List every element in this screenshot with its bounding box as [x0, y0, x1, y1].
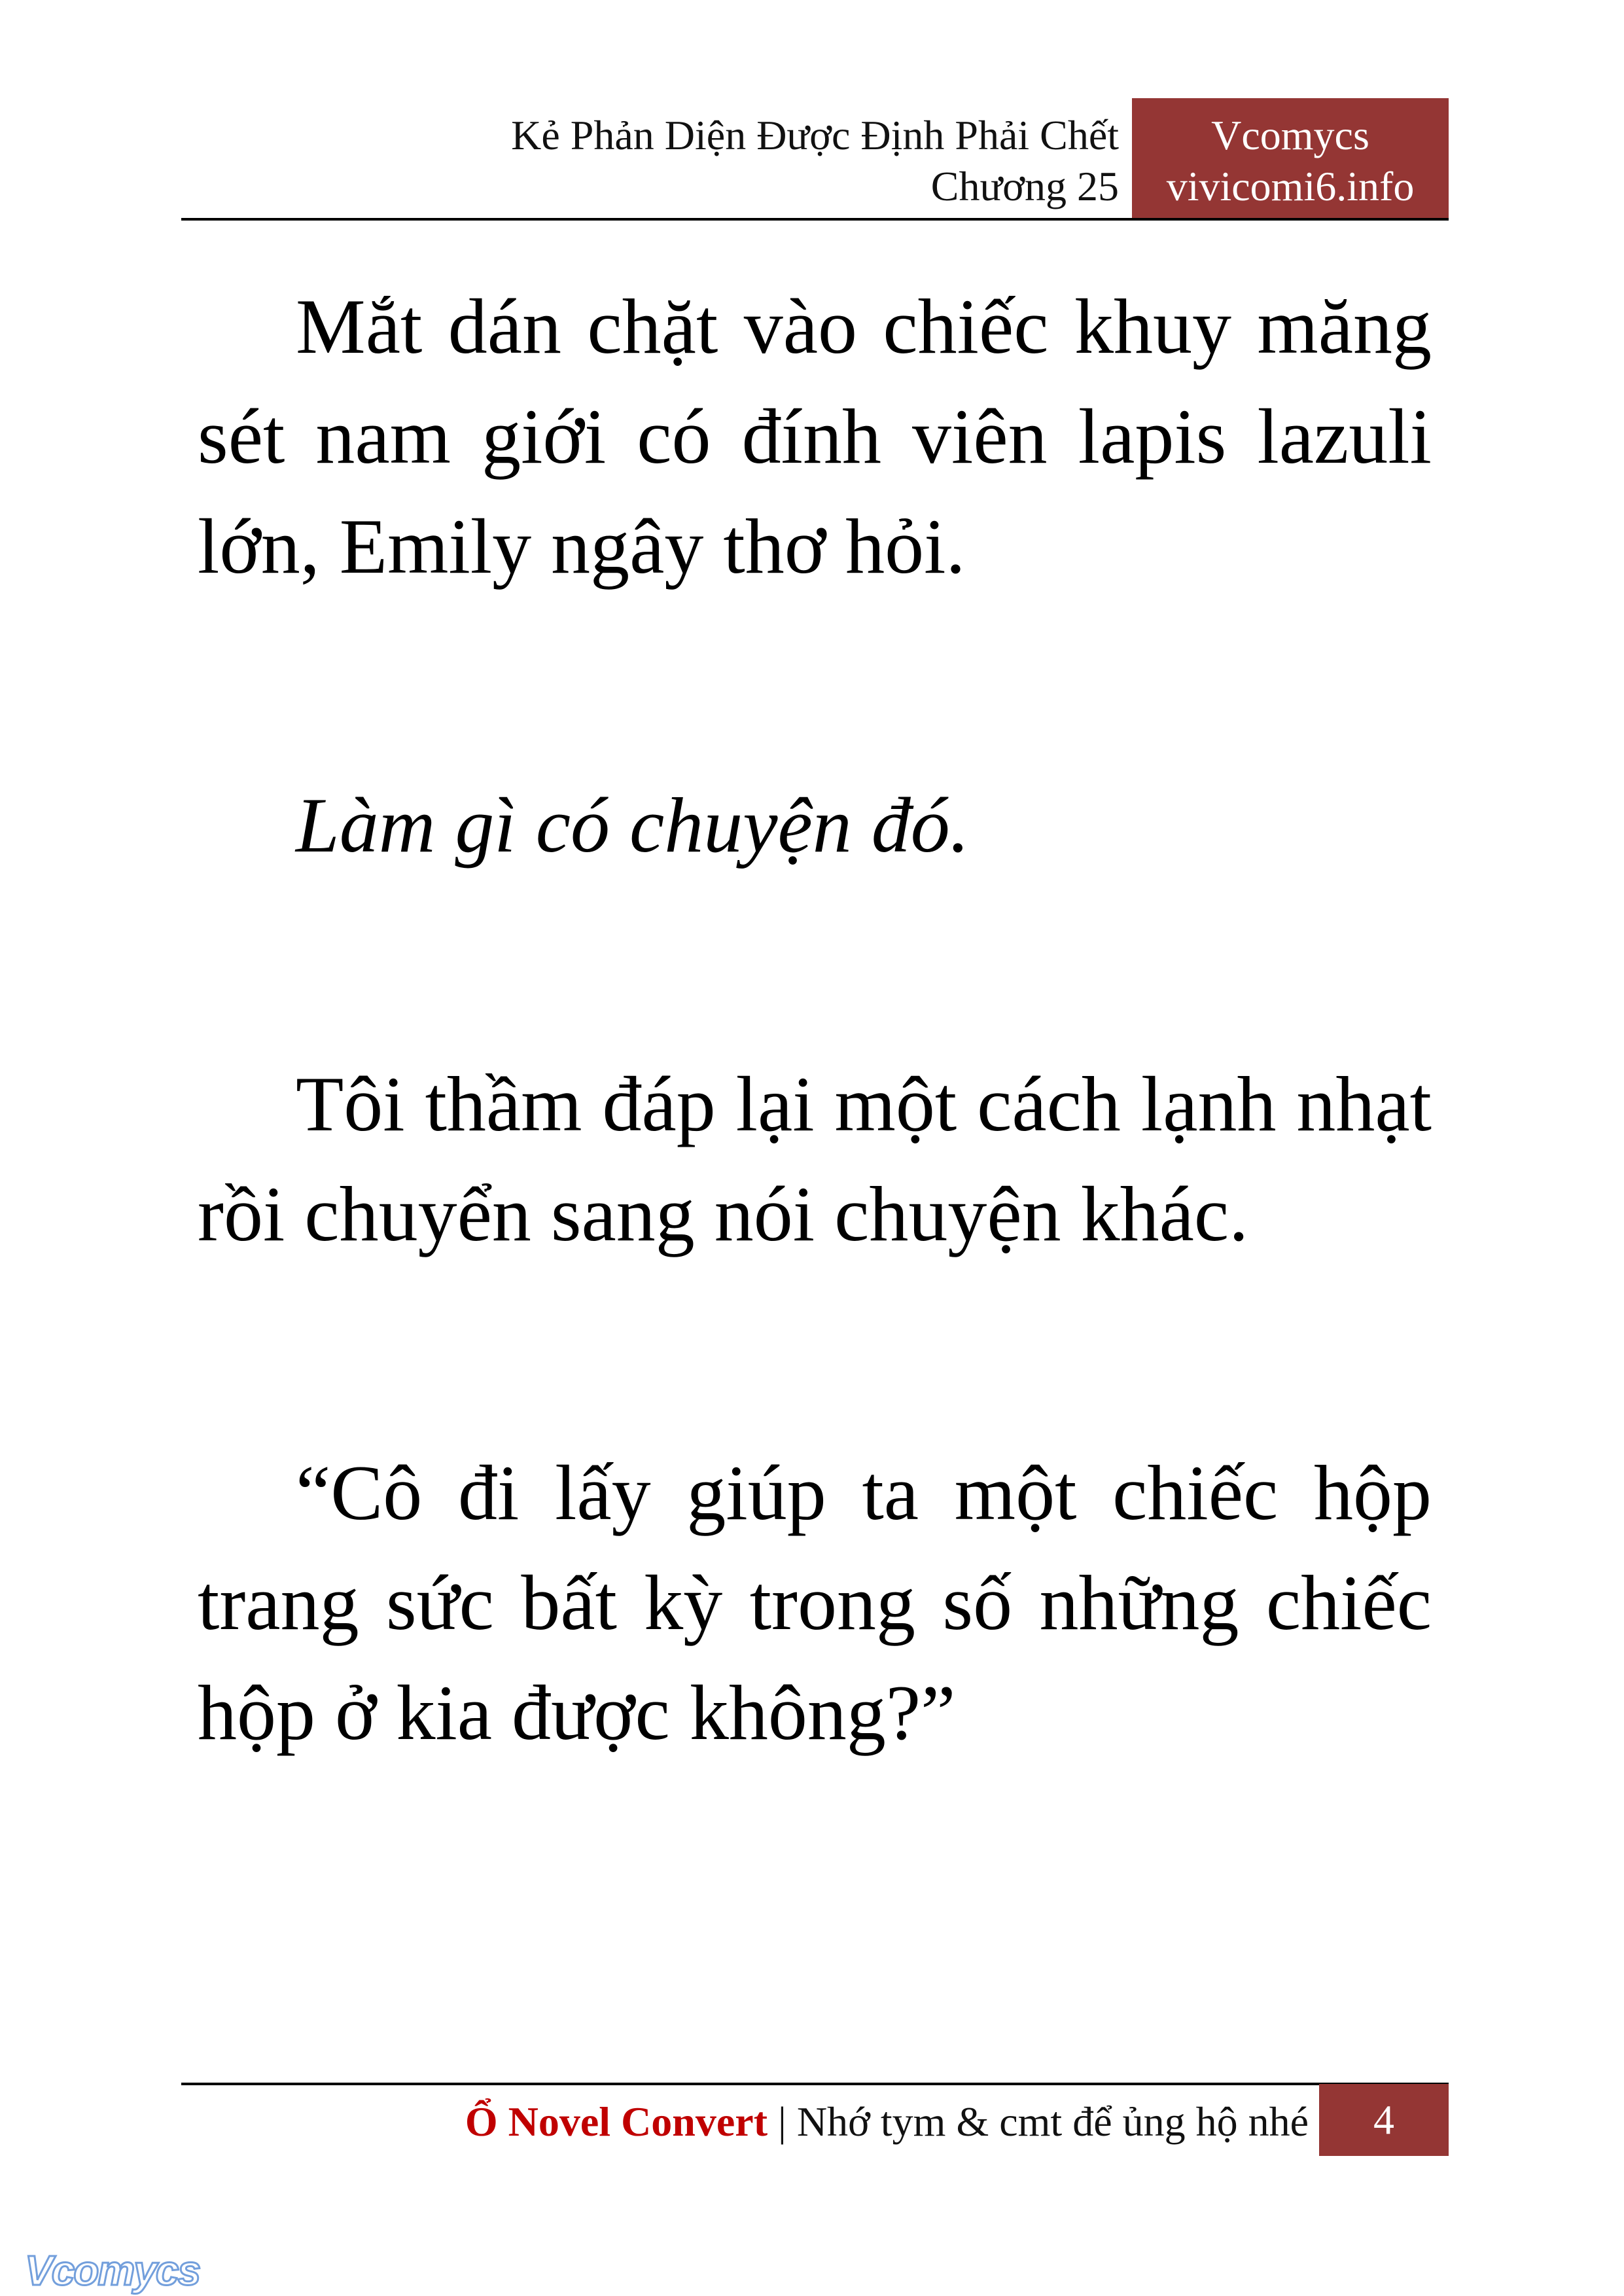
- footer-brand: Ổ Novel Convert: [465, 2098, 768, 2145]
- page-number: 4: [1319, 2084, 1449, 2156]
- header-divider: [181, 218, 1449, 221]
- footer-divider: [181, 2083, 1449, 2085]
- paragraph: Mắt dán chặt vào chiếc khuy măng sét nam giới có đính viên lapis lazuli lớn, Emily ngây thơ hỏi.: [198, 283, 1432, 590]
- running-header: [393, 110, 1119, 212]
- site-badge: [1132, 98, 1449, 220]
- vcomycs-logo: Vcomycs: [25, 2247, 200, 2294]
- chapter-label: Chương 25: [930, 163, 1119, 209]
- footer-message: Nhớ tym & cmt để ủng hộ nhé: [796, 2098, 1309, 2145]
- paragraph: “Cô đi lấy giúp ta một chiếc hộp trang sức bất kỳ trong số những chiếc hộp ở kia được không?”: [198, 1449, 1432, 1756]
- running-footer: [327, 2094, 1309, 2149]
- paragraph: Tôi thầm đáp lại một cách lạnh nhạt rồi chuyển sang nói chuyện khác.: [198, 1060, 1432, 1257]
- site-name: Vcomycs: [1211, 112, 1369, 158]
- paragraph-italic: Làm gì có chuyện đó.: [296, 781, 970, 869]
- site-url: vivicomi6.info: [1166, 163, 1415, 209]
- page-body: [198, 272, 1432, 1937]
- footer-separator: |: [778, 2098, 786, 2145]
- book-title: Kẻ Phản Diện Được Định Phải Chết: [511, 112, 1119, 158]
